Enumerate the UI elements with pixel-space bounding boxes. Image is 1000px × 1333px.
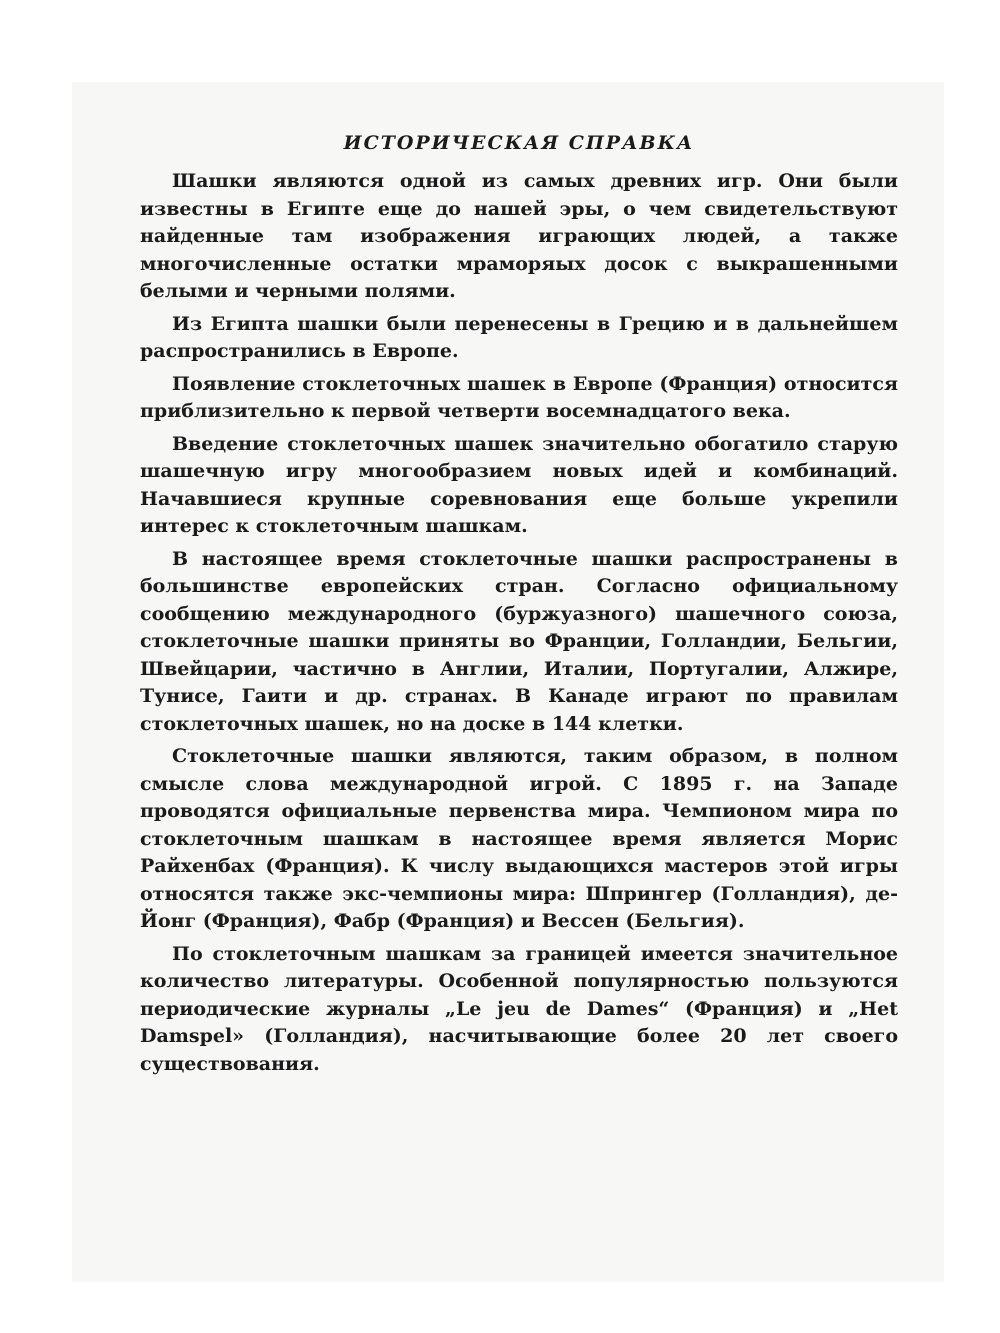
book-page [72,82,944,1282]
paragraph-2: Из Египта шашки были перенесены в Грецию и в дальнейшем распространились в Европе. [140,312,898,362]
section-title: ИСТОРИЧЕСКАЯ СПРАВКА [343,132,695,154]
paragraph-6: Стоклеточные шашки являются, таким образом, в полном смысле слова международной игрой. С 1895 г. на Западе проводятся официальные первенства мира. Чемпионом мира по стоклеточным шашкам в настоящее время является Морис Райхенбах (Франция). К числу выдающихся мастеров этой игры относятся также экс-чемпионы мира: Шпрингер (Голландия), де-Йонг (Франция), Фабр (Франция) и Вессен (Бельгия). [140,745,898,932]
paragraph-7: По стоклеточным шашкам за границей имеется значительное количество литературы. Особенной популярностью пользуются периодические журналы „Le jeu de Dames“ (Франция) и „Het Damspel» (Голландия), насчитывающие более 20 лет своего существования. [140,942,898,1075]
paragraph-1: Шашки являются одной из самых древних игр. Они были известны в Египте еще до нашей эры, о чем свидетельствуют найденные там изображения играющих людей, а также многочисленные остатки мраморяых досок с выкрашенными белыми и черными полями. [140,170,898,302]
paragraph-5: В настоящее время стоклеточные шашки распространены в большинстве европейских стран. Согласно официальному сообщению международного (буржуазного) шашечного союза, стоклеточные шашки приняты во Франции, Голландии, Бельгии, Швейцарии, частично в Англии, Италии, Португалии, Алжире, Тунисе, Гаити и др. странах. В Канаде играют по правилам стоклеточных шашек, но на доске в 144 клетки. [140,547,898,735]
page-content [140,132,898,1083]
paragraph-3: Появление стоклеточных шашек в Европе (Франция) относится приблизительно к первой четверти восемнадцатого века. [140,372,898,422]
paragraph-4: Введение стоклеточных шашек значительно обогатило старую шашечную игру многообразием новых идей и комбинаций. Начавшиеся крупные соревнования еще больше укрепили интерес к стоклеточным шашкам. [140,432,898,537]
